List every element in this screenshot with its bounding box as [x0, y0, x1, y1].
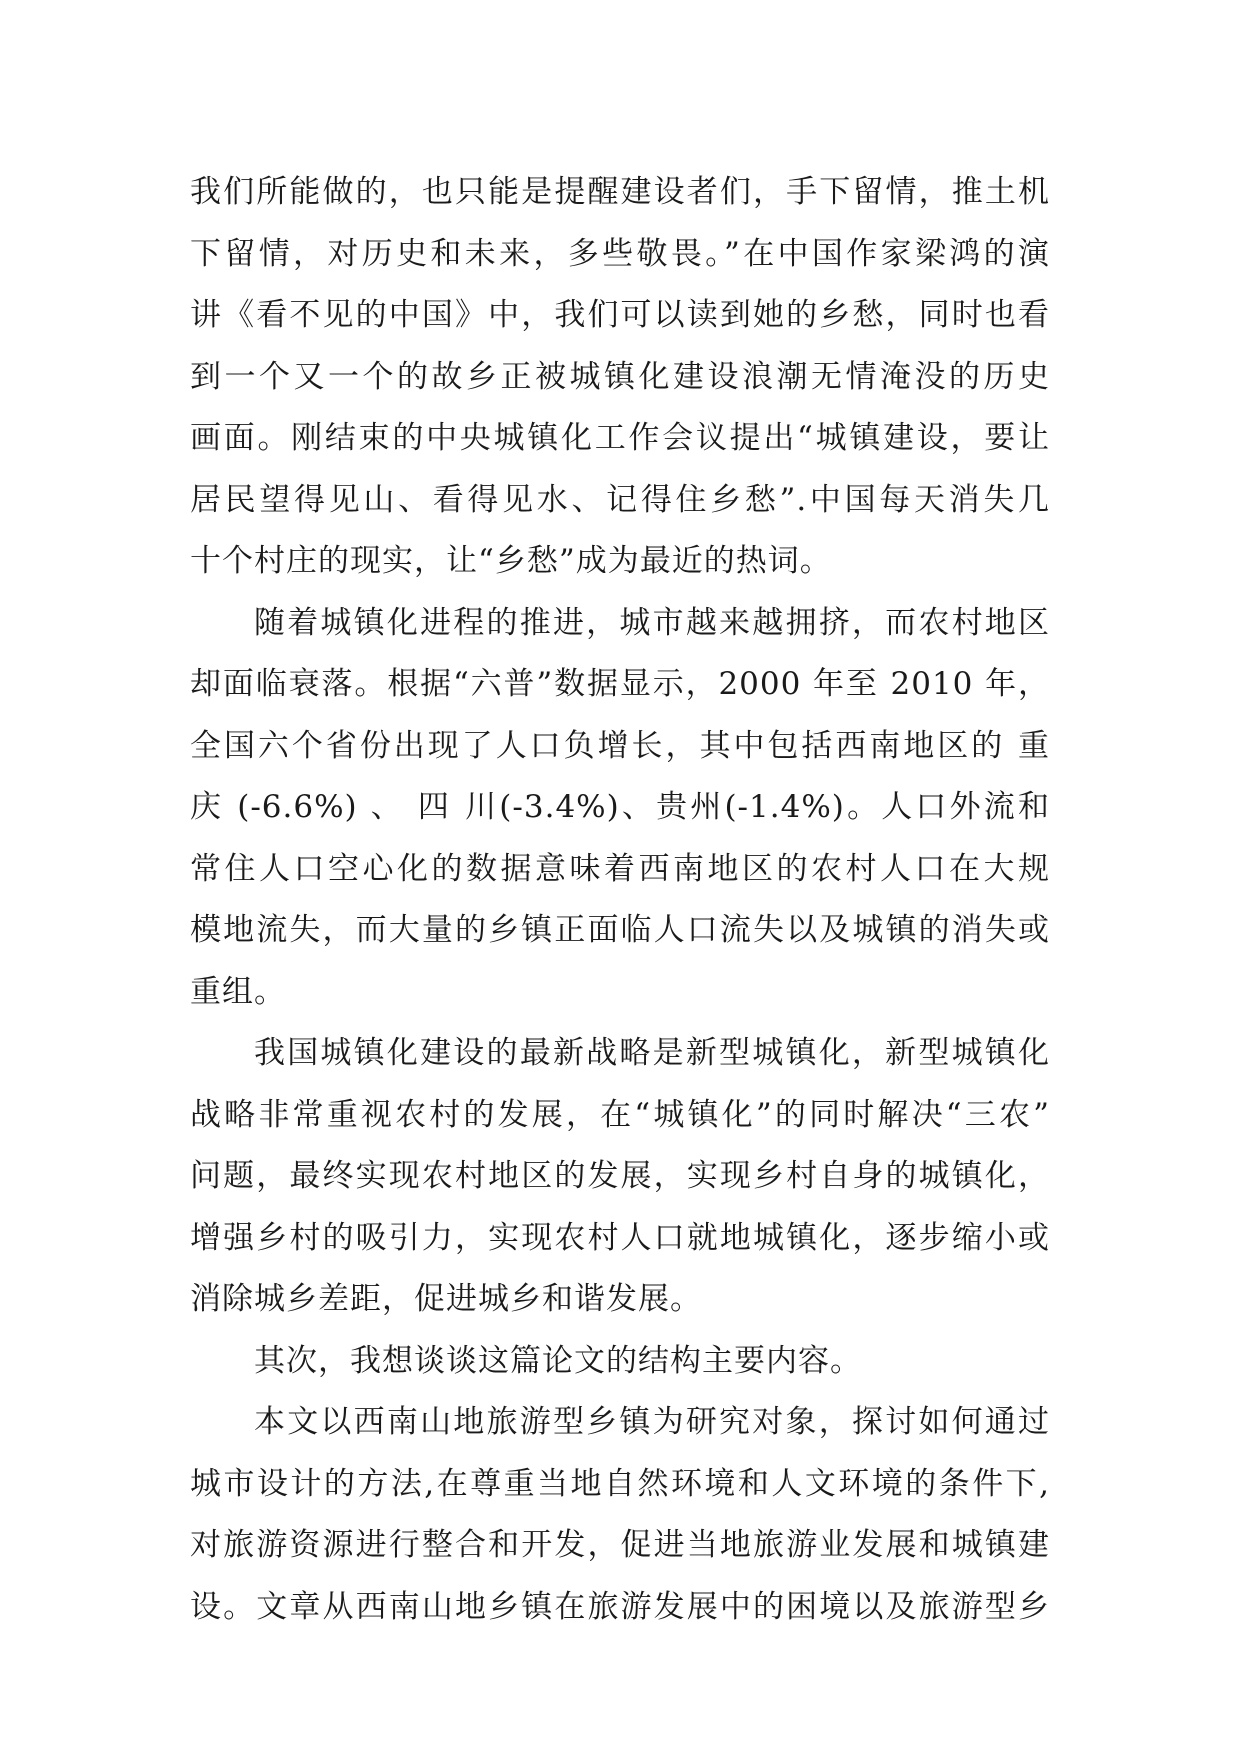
text-line: 问题，最终实现农村地区的发展，实现乡村自身的城镇化， — [190, 1158, 1050, 1194]
text-line: 重组。 — [190, 973, 286, 1010]
text-line: 战略非常重视农村的发展，在“城镇化”的同时解决“三农” — [190, 1096, 1050, 1133]
text-line: 模地流失，而大量的乡镇正面临人口流失以及城镇的消失或 — [190, 912, 1050, 948]
text-line: 常住人口空心化的数据意味着西南地区的农村人口在大规 — [190, 850, 1050, 887]
text-line: 本文以西南山地旅游型乡镇为研究对象，探讨如何通过 — [254, 1404, 1050, 1440]
text-line: 我国城镇化建设的最新战略是新型城镇化，新型城镇化 — [254, 1035, 1050, 1071]
paragraph-2 — [190, 593, 1050, 1024]
paragraph-5 — [190, 1392, 1050, 1638]
text-line: 增强乡村的吸引力，实现农村人口就地城镇化，逐步缩小或 — [190, 1219, 1050, 1256]
text-line: 其次，我想谈谈这篇论文的结构主要内容。 — [254, 1342, 862, 1379]
text-line: 居民望得见山、看得见水、记得住乡愁”.中国每天消失几 — [190, 481, 1050, 518]
text-line: 对旅游资源进行整合和开发，促进当地旅游业发展和城镇建 — [190, 1527, 1050, 1563]
text-line: 全国六个省份出现了人口负增长，其中包括西南地区的 重 — [190, 727, 1050, 764]
paragraph-4 — [190, 1331, 1050, 1393]
text-line: 到一个又一个的故乡正被城镇化建设浪潮无情淹没的历史 — [190, 358, 1050, 395]
text-line: 庆 (-6.6%) 、 四 川(-3.4%)、贵州(-1.4%)。人口外流和 — [190, 789, 1050, 825]
text-line: 随着城镇化进程的推进，城市越来越拥挤，而农村地区 — [254, 604, 1050, 641]
text-line: 画面。刚结束的中央城镇化工作会议提出“城镇建设，要让 — [190, 420, 1050, 456]
text-line: 设。文章从西南山地乡镇在旅游发展中的困境以及旅游型乡 — [190, 1588, 1050, 1625]
paragraph-1 — [190, 162, 1050, 593]
body-text — [190, 162, 1050, 1638]
text-line: 却面临衰落。根据“六普”数据显示，2000 年至 2010 年， — [190, 666, 1050, 702]
text-line: 下留情，对历史和未来，多些敬畏。”在中国作家梁鸿的演 — [190, 235, 1050, 272]
text-line: 城市设计的方法,在尊重当地自然环境和人文环境的条件下, — [190, 1465, 1050, 1502]
text-line: 我们所能做的，也只能是提醒建设者们，手下留情，推土机 — [190, 174, 1050, 210]
text-line: 讲《看不见的中国》中，我们可以读到她的乡愁，同时也看 — [190, 297, 1050, 333]
text-line: 消除城乡差距，促进城乡和谐发展。 — [190, 1281, 702, 1317]
paragraph-3 — [190, 1023, 1050, 1331]
text-line: 十个村庄的现实，让“乡愁”成为最近的热词。 — [190, 543, 832, 579]
